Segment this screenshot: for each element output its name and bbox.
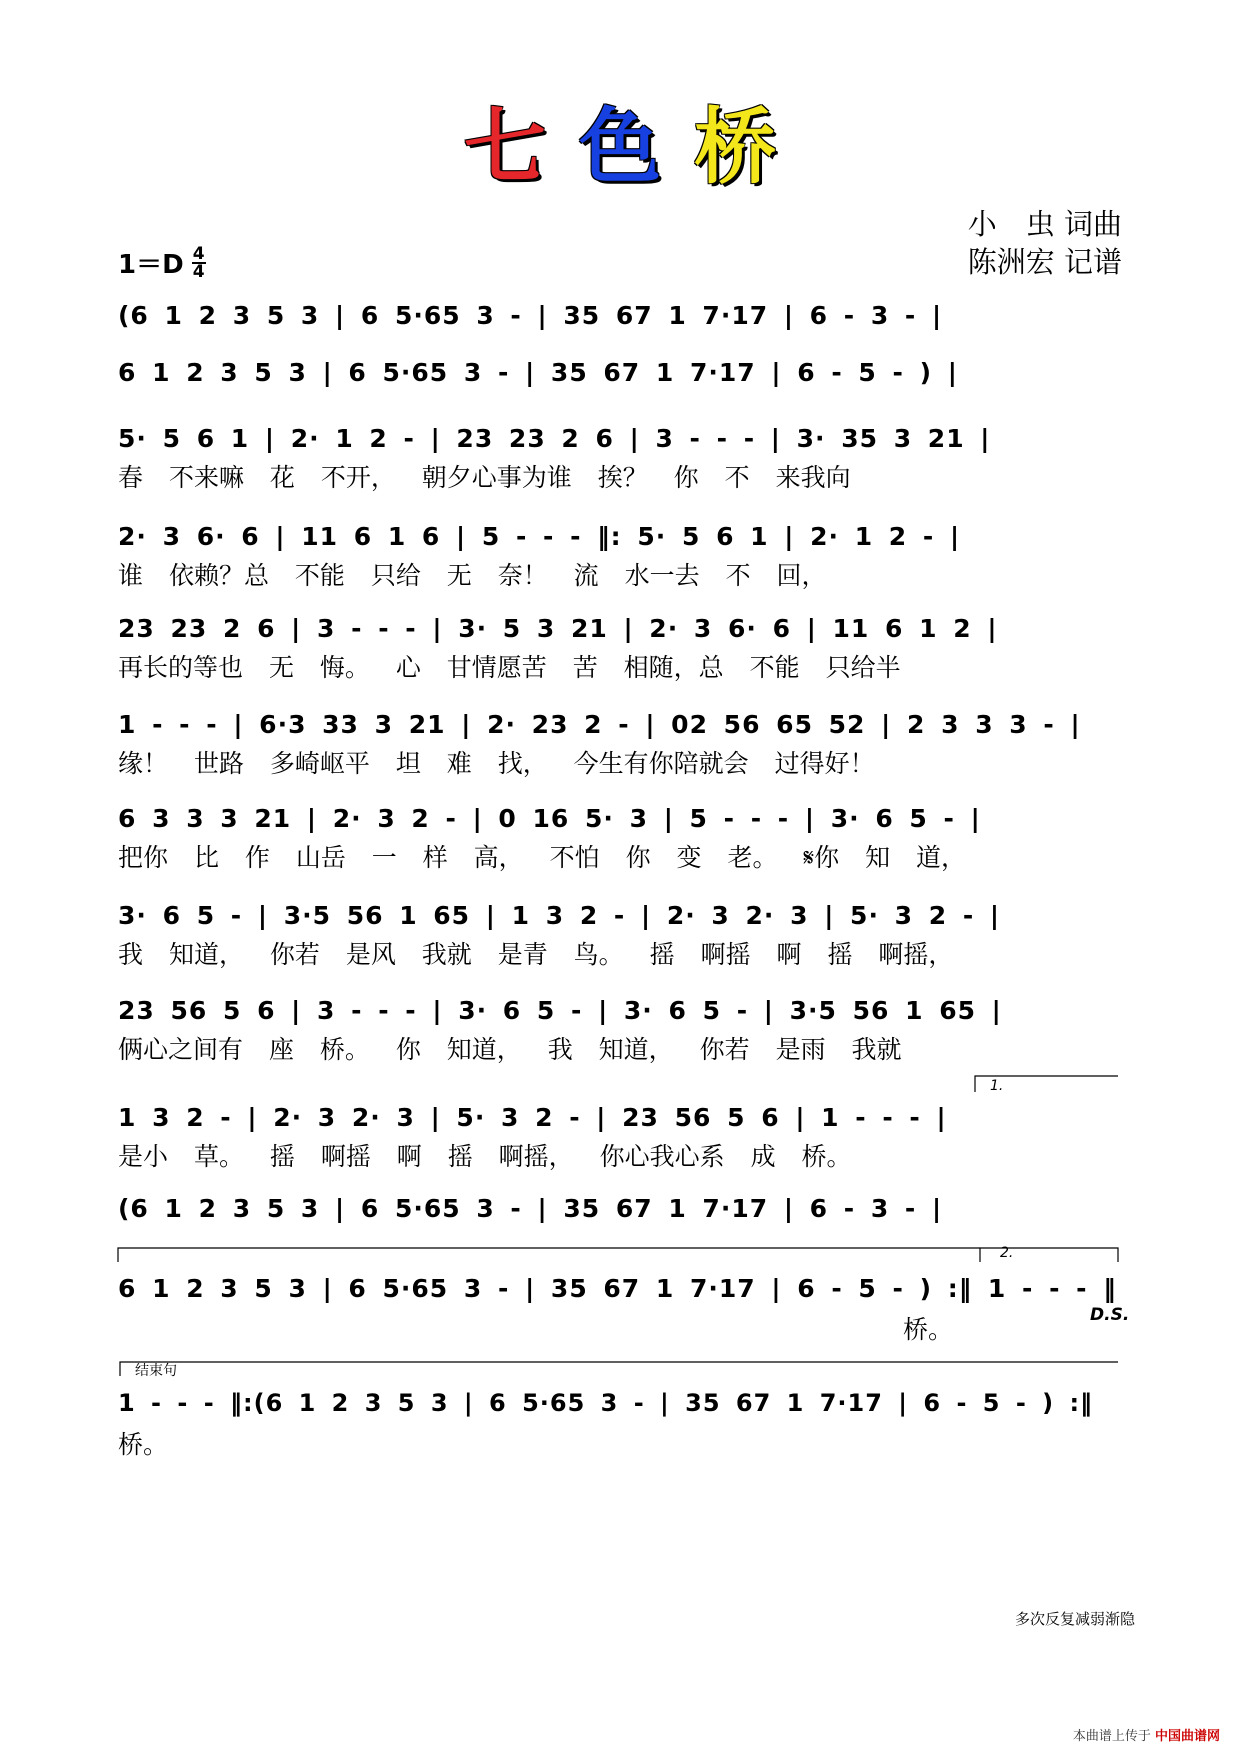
lyric-text: 桥。	[118, 1430, 169, 1459]
title-char-3: 桥	[694, 100, 777, 195]
fade-note: 多次反复减弱渐隐	[1015, 1610, 1136, 1628]
lyric-text: 我 知道， 你若 是风 我就 是青 鸟。 摇 啊摇 啊 摇 啊摇，	[118, 940, 954, 969]
lyric-text: 桥。	[903, 1315, 954, 1344]
volta-1-label: 1.	[990, 1078, 1004, 1094]
notation-text: (6 1 2 3 5 3 | 6 5·65 3 - | 35 67 1 7·17 | 6 - 3 - |	[118, 1194, 943, 1223]
credits	[968, 205, 1122, 281]
footer	[1073, 1725, 1220, 1744]
notation-row	[118, 1097, 1125, 1141]
lyric-text: 缘！ 世路 多崎岖平 坦 难 找， 今生有你陪就会 过得好！	[118, 749, 875, 778]
title-char-2: 色	[578, 100, 661, 195]
notation-text: (6 1 2 3 5 3 | 6 5·65 3 - | 35 67 1 7·17 | 6 - 3 - |	[118, 301, 943, 330]
ending-label: 结束句	[135, 1363, 177, 1379]
lyric-text: 是小 草。 摇 啊摇 啊 摇 啊摇， 你心我心系 成 桥。	[118, 1142, 852, 1171]
key-signature	[118, 244, 206, 281]
notation-text: 3· 6 5 - | 3·5 56 1 65 | 1 3 2 - | 2· 3 2· 3 | 5· 3 2 - |	[118, 901, 1001, 930]
volta-2-label: 2.	[1000, 1245, 1014, 1261]
lyric-text: 春 不来嘛 花 不开， 朝夕心事为谁 挨？ 你 不 来我向	[118, 463, 851, 492]
notation-row	[118, 798, 1125, 842]
notation-text: 6 1 2 3 5 3 | 6 5·65 3 - | 35 67 1 7·17 | 6 - 5 - ) |	[118, 358, 958, 387]
notation-row	[118, 1188, 1125, 1232]
notation-text: 6 1 2 3 5 3 | 6 5·65 3 - | 35 67 1 7·17 | 6 - 5 - ) :‖ 1 - - - ‖	[118, 1274, 1117, 1303]
footer-brand: 中国曲谱网	[1154, 1729, 1220, 1744]
lyric-text: 再长的等也 无 悔。 心 甘情愿苦 苦 相随，总 不能 只给半	[118, 653, 901, 682]
notation-row	[118, 704, 1125, 748]
lyric-text: 俩心之间有 座 桥。 你 知道， 我 知道， 你若 是雨 我就	[118, 1035, 902, 1064]
notation-row	[118, 418, 1125, 462]
notation-row	[118, 516, 1125, 560]
notation-row	[118, 295, 1125, 339]
lyric-text: 把你 比 作 山岳 一 样 高， 不怕 你 变 老。 𝄋你 知 道，	[118, 843, 967, 872]
notation-row	[118, 1383, 1125, 1427]
footer-prefix: 本曲谱上传于	[1072, 1729, 1151, 1744]
notation-row	[118, 608, 1125, 652]
transcriber: 陈洲宏 记谱	[967, 245, 1122, 279]
notation-row	[118, 1268, 1125, 1312]
time-top: 4	[192, 243, 205, 264]
notation-row	[118, 895, 1125, 939]
page-title	[0, 82, 1240, 199]
time-signature	[192, 243, 206, 282]
notation-text: 23 23 2 6 | 3 - - - | 3· 5 3 21 | 2· 3 6· 6 | 11 6 1 2 |	[118, 614, 998, 643]
notation-text: 1 - - - | 6·3 33 3 21 | 2· 23 2 - | 02 56 65 52 | 2 3 3 3 - |	[118, 710, 1081, 739]
title-char-1: 七	[463, 100, 546, 195]
notation-row	[118, 990, 1125, 1034]
notation-text: 6 3 3 3 21 | 2· 3 2 - | 0 16 5· 3 | 5 - - - | 3· 6 5 - |	[118, 804, 981, 833]
time-bottom: 4	[192, 261, 205, 282]
notation-text: 1 3 2 - | 2· 3 2· 3 | 5· 3 2 - | 23 56 5 6 | 1 - - - |	[118, 1103, 947, 1132]
notation-text: 2· 3 6· 6 | 11 6 1 6 | 5 - - - ‖: 5· 5 6 1 | 2· 1 2 - |	[118, 522, 961, 551]
notation-text: 23 56 5 6 | 3 - - - | 3· 6 5 - | 3· 6 5 - | 3·5 56 1 65 |	[118, 996, 1002, 1025]
notation-text: 1 - - - ‖:(6 1 2 3 5 3 | 6 5·65 3 - | 35 67 1 7·17 | 6 - 5 - ) :‖	[118, 1389, 1094, 1417]
notation-row	[118, 352, 1125, 396]
lyric-text: 谁 依赖？总 不能 只给 无 奈！ 流 水一去 不 回，	[118, 561, 827, 590]
ds-marker: D.S.	[1090, 1305, 1130, 1325]
lyricist-composer: 小 虫 词曲	[967, 207, 1122, 241]
key-label: 1＝D	[118, 250, 184, 280]
notation-text: 5· 5 6 1 | 2· 1 2 - | 23 23 2 6 | 3 - - - | 3· 35 3 21 |	[118, 424, 991, 453]
